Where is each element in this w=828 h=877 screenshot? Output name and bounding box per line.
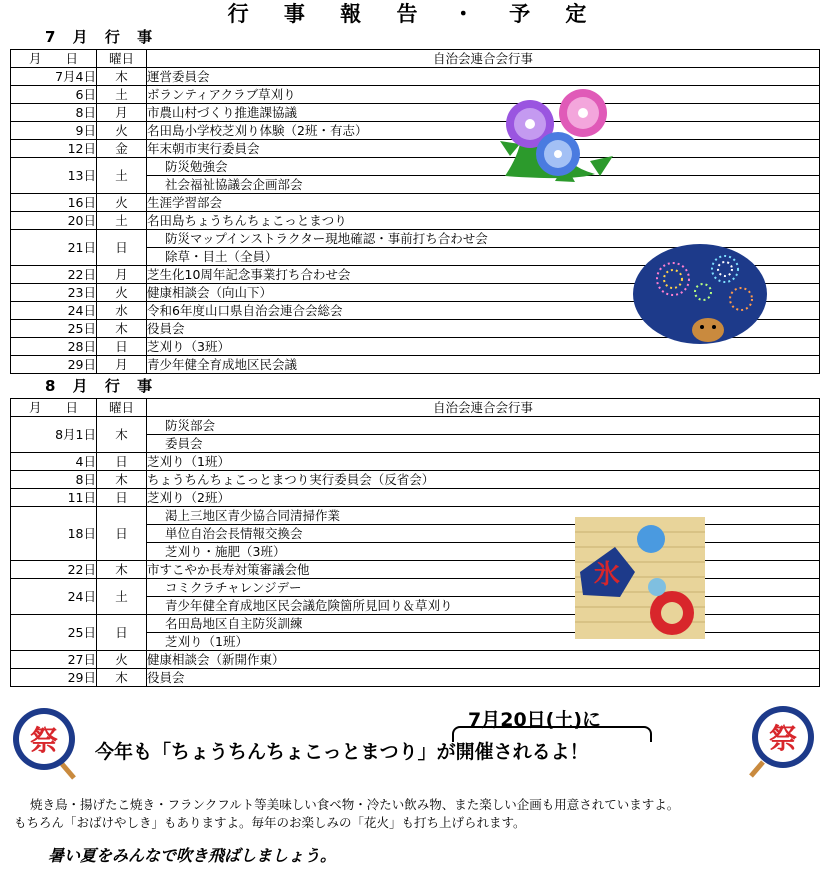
row-date: 12日 [11,140,97,158]
table-row [11,194,820,212]
row-date: 8月1日 [11,417,97,453]
row-weekday: 木 [97,471,147,489]
event-item: 名田島地区自主防災訓練 [147,615,819,633]
body-line-1: 焼き鳥・揚げたこ焼き・フランクフルト等美味しい食べ物・冷たい飲み物、また楽しい企画も用意されていますよ。 [30,797,680,812]
event-item: 年末朝市実行委員会 [147,141,260,156]
row-events [147,122,820,140]
row-date: 24日 [11,579,97,615]
table-row [11,669,820,687]
row-events [147,356,820,374]
row-date: 22日 [11,266,97,284]
event-item: 青少年健全育成地区民会議危険箇所見回り＆草刈り [165,598,453,613]
row-events [147,158,820,194]
event-item: 芝刈り（2班） [147,490,230,505]
row-date: 8日 [11,471,97,489]
event-item: 市農山村づくり推進課協議 [147,105,298,120]
event-item: 芝刈り（1班） [147,454,230,469]
event-item: 令和6年度山口県自治会連合会総会 [147,303,343,318]
row-date: 18日 [11,507,97,561]
event-item: 芝刈り（1班） [165,634,248,649]
row-weekday: 土 [97,158,147,194]
row-weekday: 金 [97,140,147,158]
row-date: 23日 [11,284,97,302]
row-date: 24日 [11,302,97,320]
july-heading: 7 月 行 事 [45,28,159,46]
event-item: 渇上三地区青少協合同清掃作業 [147,507,819,525]
event-item: 除草・目土（全員） [165,249,278,264]
row-events [147,561,820,579]
row-date: 27日 [11,651,97,669]
row-weekday: 月 [97,266,147,284]
row-date: 25日 [11,320,97,338]
row-events [147,615,820,651]
row-date: 28日 [11,338,97,356]
table-row [11,489,820,507]
row-events [147,453,820,471]
row-events [147,417,820,453]
row-date: 29日 [11,356,97,374]
row-date: 29日 [11,669,97,687]
event-item: 役員会 [147,670,185,685]
festival-announcement: 今年も「ちょうちんちょこっとまつり」が開催されるよ！ [95,741,589,763]
header-event: 自治会連合会行事 [147,50,820,68]
table-row [11,68,820,86]
row-weekday: 火 [97,194,147,212]
row-events [147,651,820,669]
row-weekday: 月 [97,104,147,122]
table-row [11,86,820,104]
row-weekday: 日 [97,615,147,651]
table-row [11,158,820,194]
row-weekday: 日 [97,507,147,561]
fireworks-icon [633,244,768,344]
morning-glory-icon [495,86,620,186]
header-date: 月 日 [11,50,97,68]
row-events [147,140,820,158]
row-weekday: 火 [97,284,147,302]
event-item: 健康相談会（新開作東） [147,652,285,667]
event-item: 生涯学習部会 [147,195,223,210]
row-weekday: 日 [97,453,147,471]
event-item: 名田島小学校芝刈り体験（2班・有志） [147,123,368,138]
event-item: 芝刈り（3班） [147,339,230,354]
event-item: 芝生化10周年記念事業打ち合わせ会 [147,267,351,282]
header-event: 自治会連合会行事 [147,399,820,417]
row-events [147,104,820,122]
closing-message: 暑い夏をみんなで吹き飛ばしましょう。 [48,846,337,865]
table-header-row [11,399,820,417]
event-item: 青少年健全育成地区民会議 [147,357,298,372]
uchiwa-char: 祭 [768,722,798,755]
table-row [11,356,820,374]
event-item: 健康相談会（向山下） [147,285,273,300]
row-events [147,86,820,104]
document-title: 行 事 報 告 ・ 予 定 [227,2,601,26]
table-row [11,212,820,230]
event-item: 役員会 [147,321,185,336]
august-heading: 8 月 行 事 [45,377,159,395]
row-date: 25日 [11,615,97,651]
table-row [11,122,820,140]
table-row [11,471,820,489]
event-item: 芝刈り・施肥（3班） [165,544,286,559]
row-date: 7月4日 [11,68,97,86]
header-date: 月 日 [11,399,97,417]
row-date: 16日 [11,194,97,212]
event-item: ちょうちんちょこっとまつり実行委員会（反省会） [147,472,435,487]
row-weekday: 月 [97,356,147,374]
row-weekday: 木 [97,68,147,86]
row-date: 13日 [11,158,97,194]
event-item: 単位自治会長情報交換会 [147,525,819,543]
row-weekday: 木 [97,561,147,579]
festival-date: 7月20日(土)に [468,709,602,731]
row-date: 11日 [11,489,97,507]
uchiwa-icon [743,704,817,778]
row-events [147,194,820,212]
row-weekday: 水 [97,302,147,320]
row-date: 20日 [11,212,97,230]
uchiwa-icon [10,706,82,780]
row-date: 4日 [11,453,97,471]
table-row [11,140,820,158]
header-dow: 曜日 [97,50,147,68]
body-line-2: もちろん「おばけやしき」もありますよ。毎年のお楽しみの「花火」も打ち上げられます。 [14,815,526,830]
row-events [147,489,820,507]
row-weekday: 木 [97,669,147,687]
table-row [11,417,820,453]
event-item: 委員会 [165,436,203,451]
table-row [11,651,820,669]
event-item: ボランティアクラブ草刈り [147,87,296,102]
row-events [147,212,820,230]
event-item: 市すこやか長寿対策審議会他 [147,562,310,577]
row-date: 21日 [11,230,97,266]
row-weekday: 木 [97,320,147,338]
event-item: 運営委員会 [147,69,210,84]
event-item: 防災勉強会 [147,158,819,176]
row-events [147,68,820,86]
event-item: 防災部会 [147,417,819,435]
row-weekday: 土 [97,212,147,230]
row-date: 22日 [11,561,97,579]
table-row [11,453,820,471]
row-date: 6日 [11,86,97,104]
row-weekday: 火 [97,122,147,140]
table-header-row [11,50,820,68]
row-weekday: 日 [97,489,147,507]
row-events [147,669,820,687]
row-weekday: 日 [97,230,147,266]
table-row [11,104,820,122]
row-date: 8日 [11,104,97,122]
event-item: 社会福祉協議会企画部会 [165,177,303,192]
row-weekday: 土 [97,579,147,615]
row-weekday: 土 [97,86,147,104]
kakigori-icon [575,517,705,639]
kakigori-banner-char: 氷 [593,560,621,590]
uchiwa-char: 祭 [29,724,59,757]
row-weekday: 木 [97,417,147,453]
row-weekday: 日 [97,338,147,356]
row-events [147,579,820,615]
row-events [147,507,820,561]
header-dow: 曜日 [97,399,147,417]
row-weekday: 火 [97,651,147,669]
event-item: 名田島ちょうちんちょこっとまつり [147,213,347,228]
row-events [147,471,820,489]
row-date: 9日 [11,122,97,140]
event-item: コミクラチャレンジデー [147,579,819,597]
event-item: 防災マップインストラクター現地確認・事前打ち合わせ会 [147,230,819,248]
